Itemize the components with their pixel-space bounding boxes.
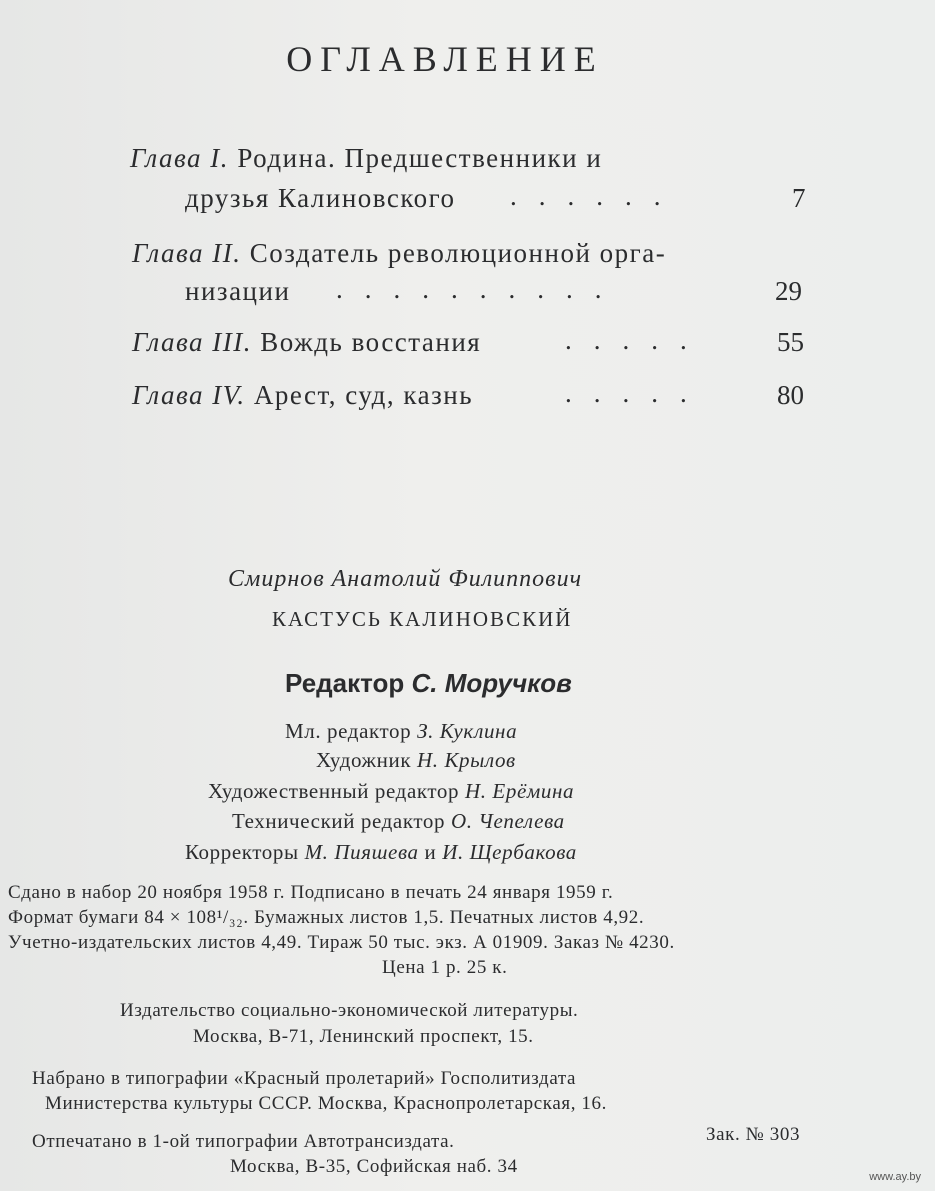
editor-role: Редактор xyxy=(285,668,405,698)
credit-role: Мл. редактор xyxy=(285,719,412,743)
credit-name: Н. Крылов xyxy=(417,748,516,772)
price-line: Цена 1 р. 25 к. xyxy=(382,957,508,978)
typeset-line: Набрано в типографии «Красный пролетарий» Госполитиздата xyxy=(32,1068,577,1089)
toc-entry-3 xyxy=(132,327,481,358)
toc-entry-3-chapter: Глава III. xyxy=(132,327,253,357)
toc-entry-1-chapter: Глава I. xyxy=(130,143,230,173)
toc-entry-4-title: Арест, суд, казнь xyxy=(253,380,474,410)
toc-entry-1-title-cont: друзья Калиновского xyxy=(185,183,456,213)
print-info-line: Сдано в набор 20 ноября 1958 г. Подписано в печать 24 января 1959 г. xyxy=(8,882,614,903)
toc-entry-1-line1 xyxy=(130,143,602,174)
toc-entry-4-page: 80 xyxy=(777,380,804,410)
toc-entry-2-title: Создатель революционной орга- xyxy=(249,238,667,268)
printed-order: Зак. № 303 xyxy=(706,1124,801,1145)
credit-role: Художественный редактор xyxy=(208,779,460,803)
printed-address: Москва, В-35, Софийская наб. 34 xyxy=(230,1156,518,1177)
credit-name: О. Чепелева xyxy=(450,809,565,833)
editor-name: С. Моручков xyxy=(411,668,572,698)
toc-entry-2-line1 xyxy=(132,238,666,269)
toc-leader-dots: ..... xyxy=(565,378,709,408)
toc-entry-2-page: 29 xyxy=(775,276,802,306)
credit-role: Художник xyxy=(316,748,412,772)
toc-entry-2-line2 xyxy=(185,276,290,307)
publisher-line: Издательство социально-экономической литературы. xyxy=(120,1000,579,1021)
toc-entry-1-page: 7 xyxy=(792,183,806,213)
toc-entry-2-chapter: Глава II. xyxy=(132,238,242,268)
print-info-line: Учетно-издательских листов 4,49. Тираж 50 тыс. экз. А 01909. Заказ № 4230. xyxy=(8,932,675,953)
watermark: www.ay.by xyxy=(869,1171,921,1183)
publisher-address: Москва, В-71, Ленинский проспект, 15. xyxy=(193,1026,534,1047)
toc-entry-4-chapter: Глава IV. xyxy=(132,380,246,410)
toc-entry-4 xyxy=(132,380,473,411)
toc-entry-3-title: Вождь восстания xyxy=(260,327,482,357)
credit-line xyxy=(316,748,516,773)
credit-name: И. Щербакова xyxy=(442,840,577,864)
credit-role: Корректоры xyxy=(185,840,299,864)
credit-name: Н. Ерёмина xyxy=(464,779,575,803)
credit-line xyxy=(285,719,517,744)
typeset-line: Министерства культуры СССР. Москва, Краснопролетарская, 16. xyxy=(45,1093,607,1114)
editor-line xyxy=(285,668,572,699)
toc-entry-2-title-cont: низации xyxy=(185,276,291,306)
credit-line xyxy=(185,840,577,865)
printed-line: Отпечатано в 1-ой типографии Автотрансиздата. xyxy=(32,1131,455,1152)
toc-leader-dots: ...... xyxy=(510,181,683,211)
toc-leader-dots: ..... xyxy=(565,325,709,355)
toc-entry-1-title: Родина. Предшественники и xyxy=(237,143,603,173)
credit-role: Технический редактор xyxy=(232,809,446,833)
credit-name: М. Пияшева xyxy=(304,840,419,864)
toc-leader-dots: .......... xyxy=(336,274,624,304)
credit-name: З. Куклина xyxy=(417,719,518,743)
credit-and: и xyxy=(424,840,437,864)
toc-entry-1-line2 xyxy=(185,183,456,214)
credit-line xyxy=(232,809,565,834)
print-info-line: Формат бумаги 84 × 108¹/₃₂. Бумажных листов 1,5. Печатных листов 4,92. xyxy=(8,907,645,928)
credit-line xyxy=(208,779,574,804)
toc-heading: ОГЛАВЛЕНИЕ xyxy=(286,39,604,79)
toc-entry-3-page: 55 xyxy=(777,327,804,357)
author-name: Смирнов Анатолий Филиппович xyxy=(228,566,583,592)
book-title: КАСТУСЬ КАЛИНОВСКИЙ xyxy=(272,607,573,631)
